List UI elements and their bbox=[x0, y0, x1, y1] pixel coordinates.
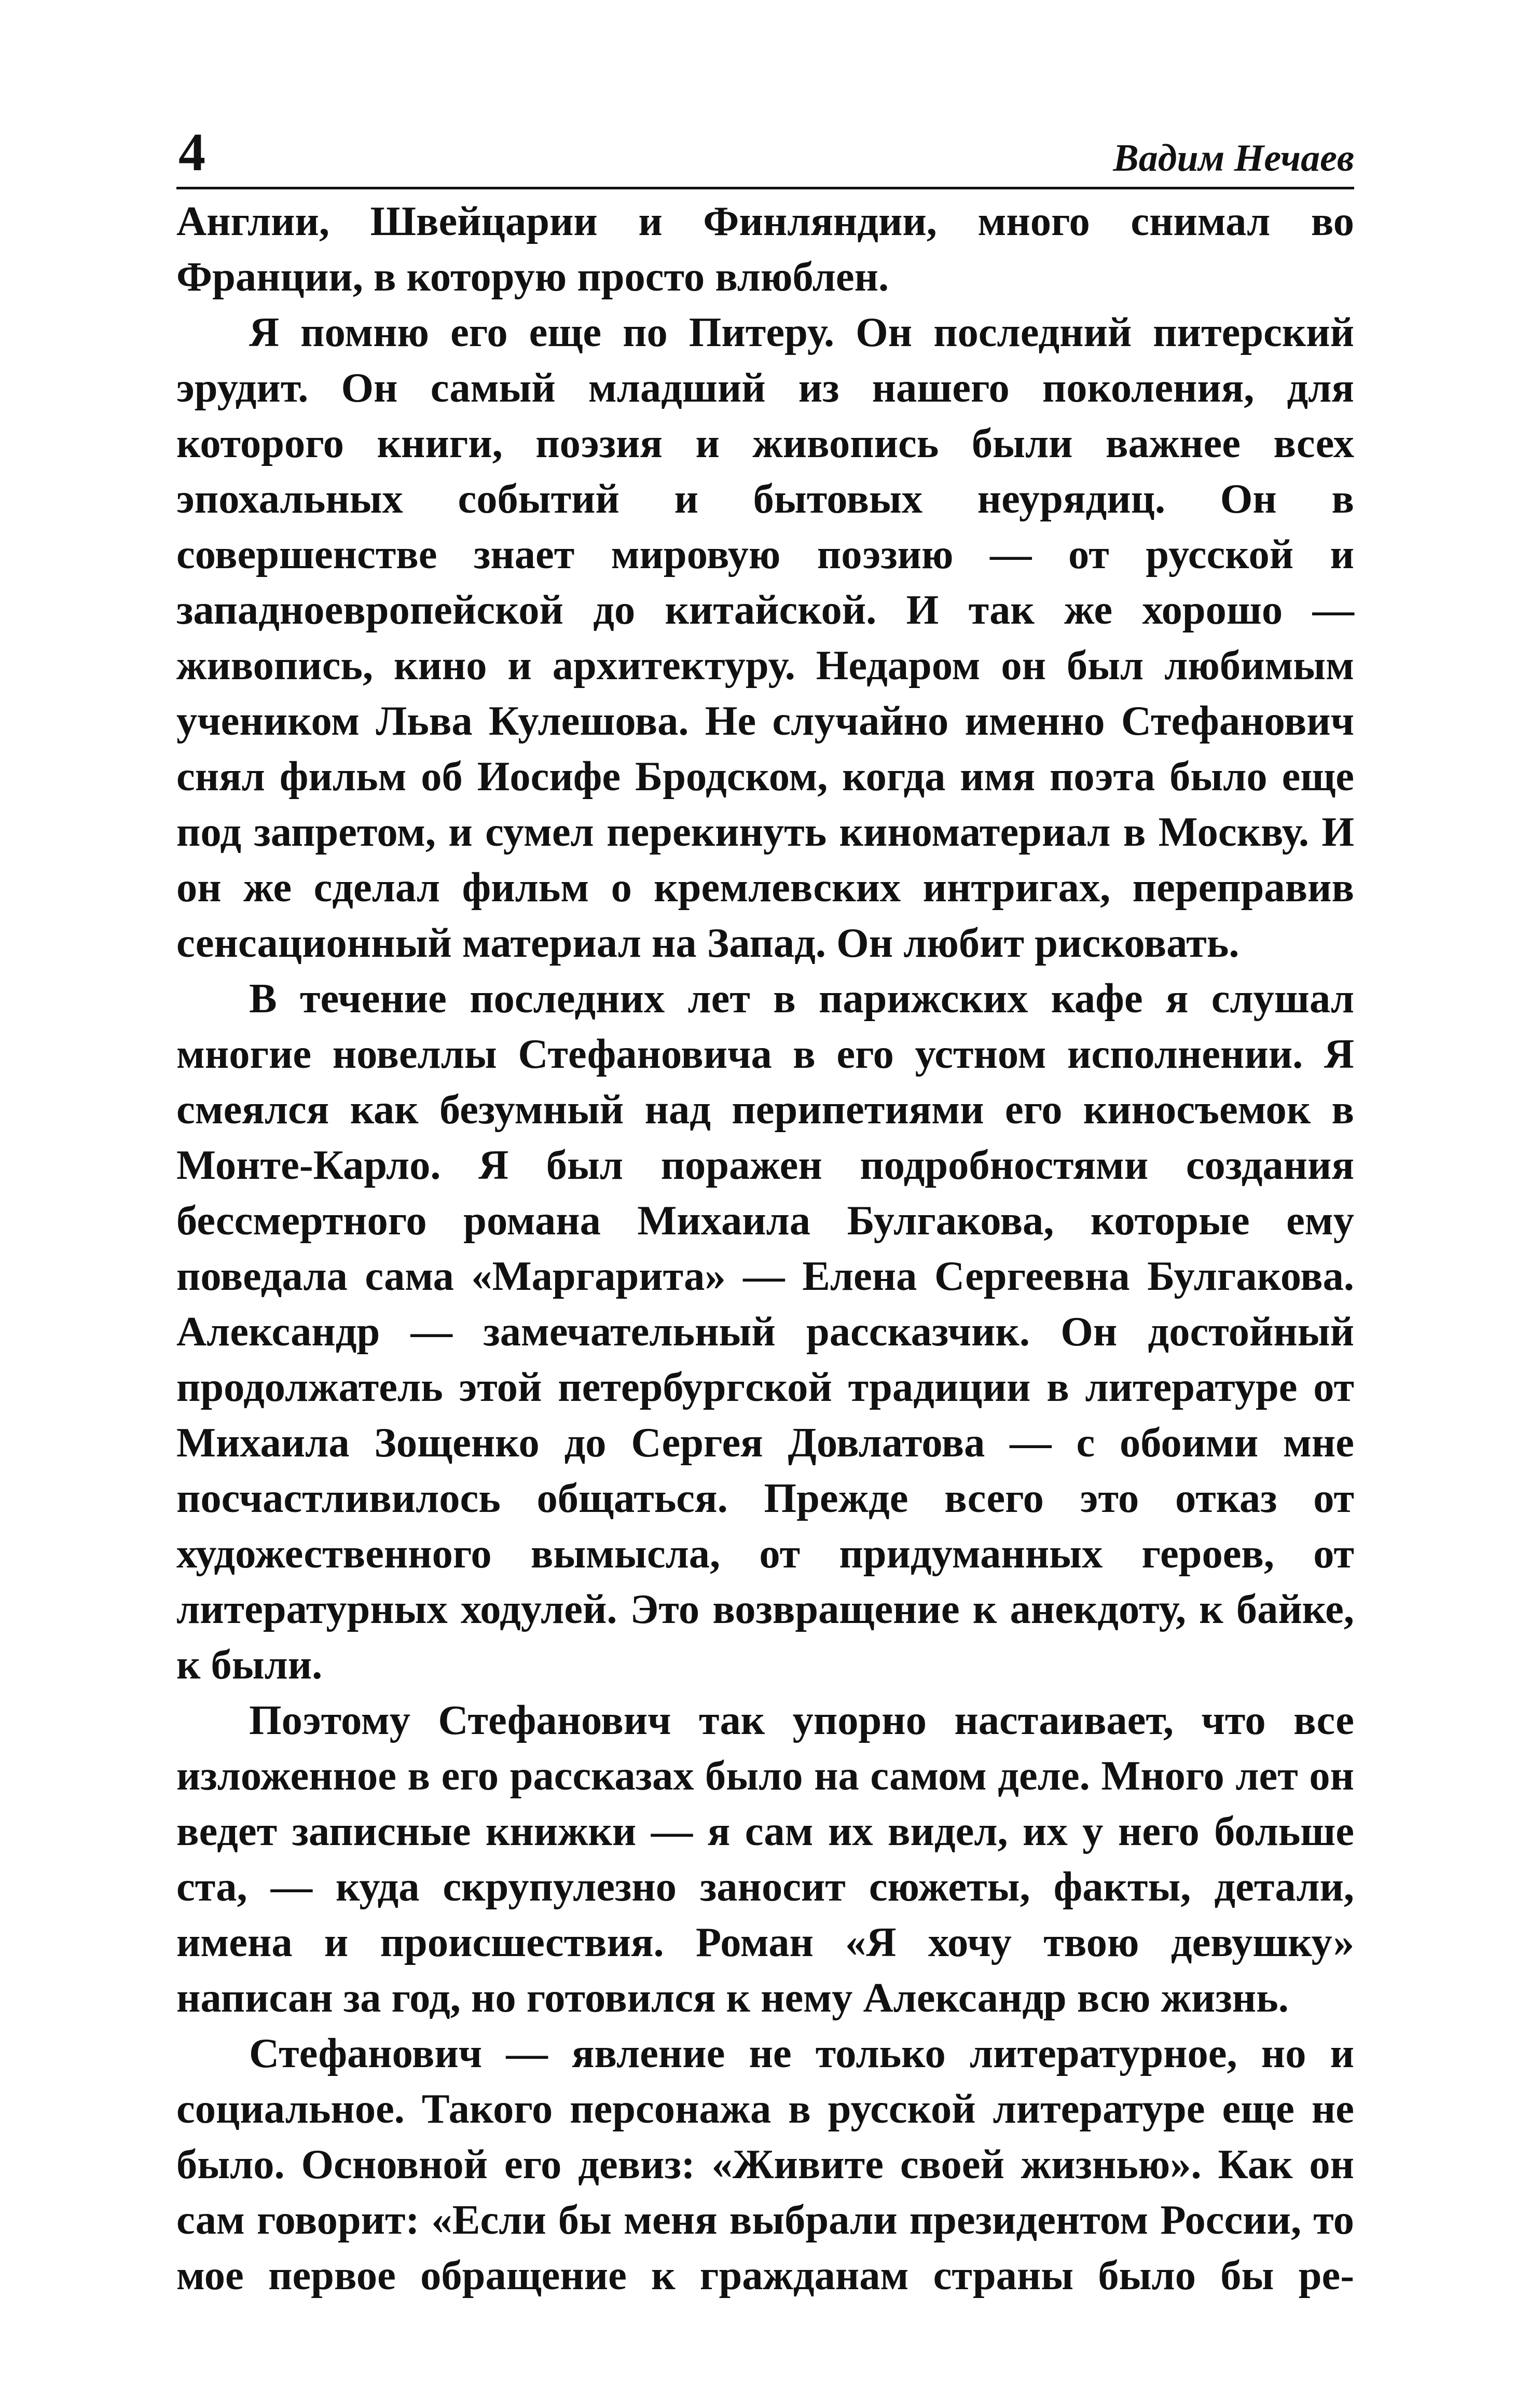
paragraph: Поэтому Стефанович так упорно настаивает, что все изложенное в его рассказах было на самом деле. Много лет он ведет записные книжки — я сам их видел, их у него больше ста, — куда скрупулезно заносит сюжеты, факты, детали, имена и происшествия. Роман «Я хочу твою девушку» написан за год, но готовился к нему Александр всю жизнь. bbox=[176, 1697, 1354, 2021]
paragraph-continued: Англии, Швейцарии и Финляндии, много снимал во Франции, в которую просто влюблен. bbox=[176, 198, 1354, 300]
page-number: 4 bbox=[178, 122, 205, 182]
paragraph: Я помню его еще по Питеру. Он последний питерский эрудит. Он самый младший из нашего поколения, для которого книги, поэзия и живопись были важнее всех эпохальных событий и бытовых неурядиц. Он в совершенстве знает мировую поэзию — от русской и западноевропейской до китайской. И так же хорошо — живопись, кино и архитектуру. Недаром он был любимым учеником Льва Кулешова. Не случайно именно Стефанович снял фильм об Иосифе Бродском, когда имя поэта было еще под запретом, и сумел перекинуть киноматериал в Москву. И он же сделал фильм о кремлевских интригах, переправив сенсационный материал на Запад. Он любит рисковать. bbox=[176, 309, 1354, 966]
paragraph-continues: Стефанович — явление не только литературное, но и социальное. Такого персонажа в русской литературе еще не было. Основной его девиз: «Живите своей жизнью». Как он сам говорит: «Если бы меня выбрали президентом России, то мое первое обращение к гражданам страны было бы ре- bbox=[176, 2030, 1354, 2299]
paragraph: В течение последних лет в парижских кафе я слушал многие новеллы Стефановича в его устном исполнении. Я смеялся как безумный над перипетиями его киносъемок в Монте-Карло. Я был поражен подробностями создания бессмертного романа Михаила Булгакова, которые ему поведала сама «Маргарита» — Елена Сергеевна Булгакова. Александр — замечательный рассказчик. Он достойный продолжатель этой петербургской традиции в литературе от Михаила Зощенко до Сергея Довлатова — с обоими мне посчастливилось общаться. Прежде всего это отказ от художественного вымысла, от придуманных героев, от литературных ходулей. Это возвращение к анекдоту, к байке, к были. bbox=[176, 975, 1354, 1688]
running-head-author: Вадим Нечаев bbox=[1113, 137, 1354, 180]
body-text bbox=[176, 194, 1354, 2303]
running-header bbox=[176, 119, 1354, 189]
book-page bbox=[176, 119, 1354, 2303]
